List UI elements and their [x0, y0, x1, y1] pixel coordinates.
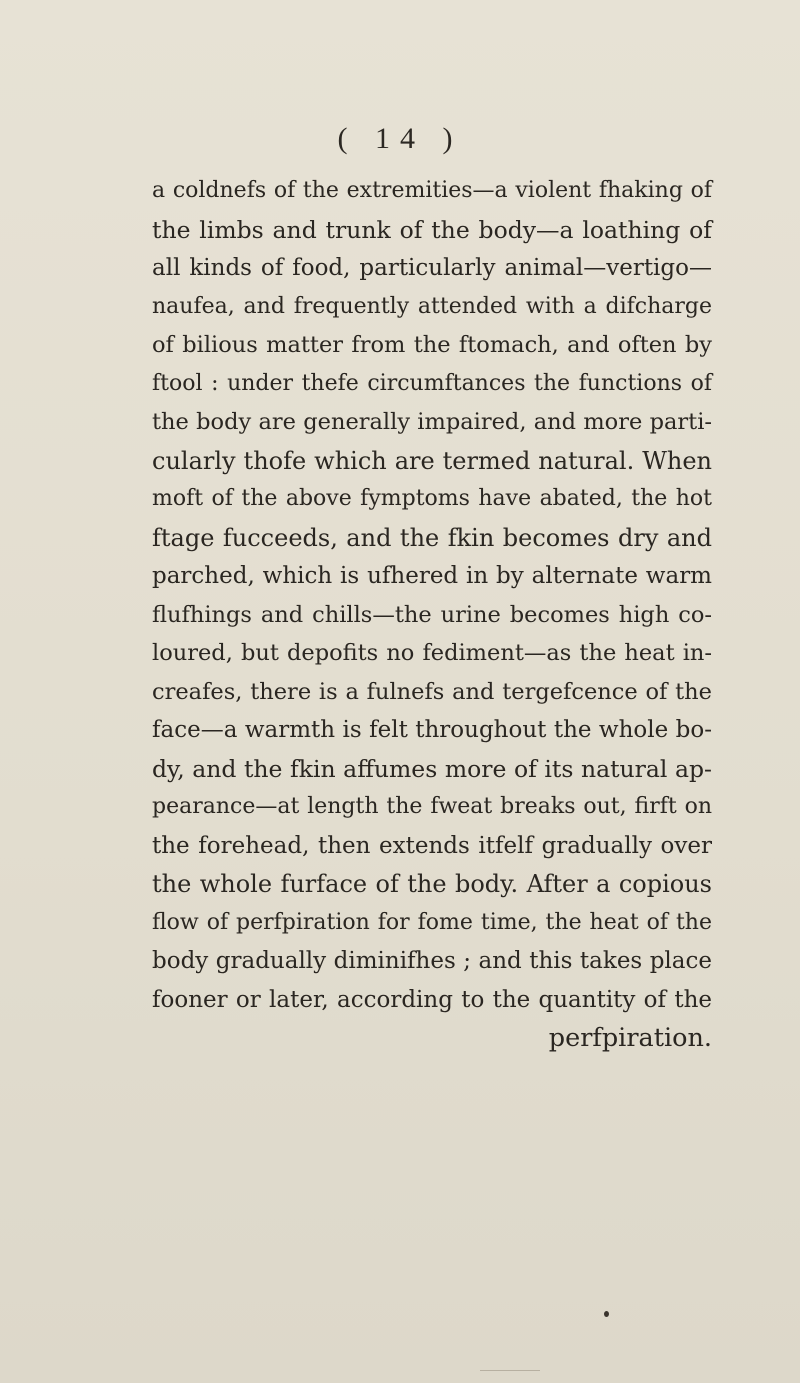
- ink-speck: [604, 1311, 609, 1317]
- text-line-final: perfpiration.: [548, 1023, 712, 1053]
- text-line: ftool : under thefe circumftances the functions of: [152, 370, 712, 396]
- text-line: pearance—at length the fweat breaks out, firft on: [152, 794, 712, 819]
- text-line: cularly thofe which are termed natural. When: [152, 446, 712, 475]
- text-line: ftage fucceeds, and the fkin becomes dry and: [152, 523, 712, 552]
- body-text: [152, 172, 712, 1058]
- text-line: dy, and the fkin affumes more of its natural ap-: [152, 754, 712, 783]
- text-line: parched, which is ufhered in by alternate warm: [152, 563, 712, 589]
- page-edge-mark: [480, 1370, 540, 1371]
- text-line: fooner or later, according to the quantity of the: [152, 986, 712, 1013]
- text-line: moft of the above fymptoms have abated, the hot: [152, 486, 712, 511]
- text-line: all kinds of food, particularly animal—vertigo—: [152, 255, 712, 281]
- text-line: body gradually diminifhes ; and this takes place: [152, 948, 712, 974]
- text-line: a coldnefs of the extremities—a violent fhaking of: [152, 178, 712, 203]
- text-line: of bilious matter from the ftomach, and often by: [152, 332, 712, 358]
- text-line: the whole furface of the body. After a copious: [152, 870, 712, 898]
- text-line: the body are generally impaired, and more parti-: [152, 409, 712, 435]
- text-line: creafes, there is a fulnefs and tergefcence of the: [152, 678, 712, 705]
- text-line: the forehead, then extends itfelf gradually over: [152, 832, 712, 859]
- text-line: naufea, and frequently attended with a difcharge: [152, 293, 712, 319]
- text-line: flow of perfpiration for fome time, the heat of the: [152, 909, 712, 935]
- text-line: loured, but depofits no fediment—as the heat in-: [152, 640, 712, 666]
- text-line: face—a warmth is felt throughout the whole bo-: [152, 717, 712, 743]
- text-line: flufhings and chills—the urine becomes high co-: [152, 601, 712, 628]
- text-line: the limbs and trunk of the body—a loathing of: [152, 215, 712, 244]
- page-number: ( 14 ): [337, 122, 463, 155]
